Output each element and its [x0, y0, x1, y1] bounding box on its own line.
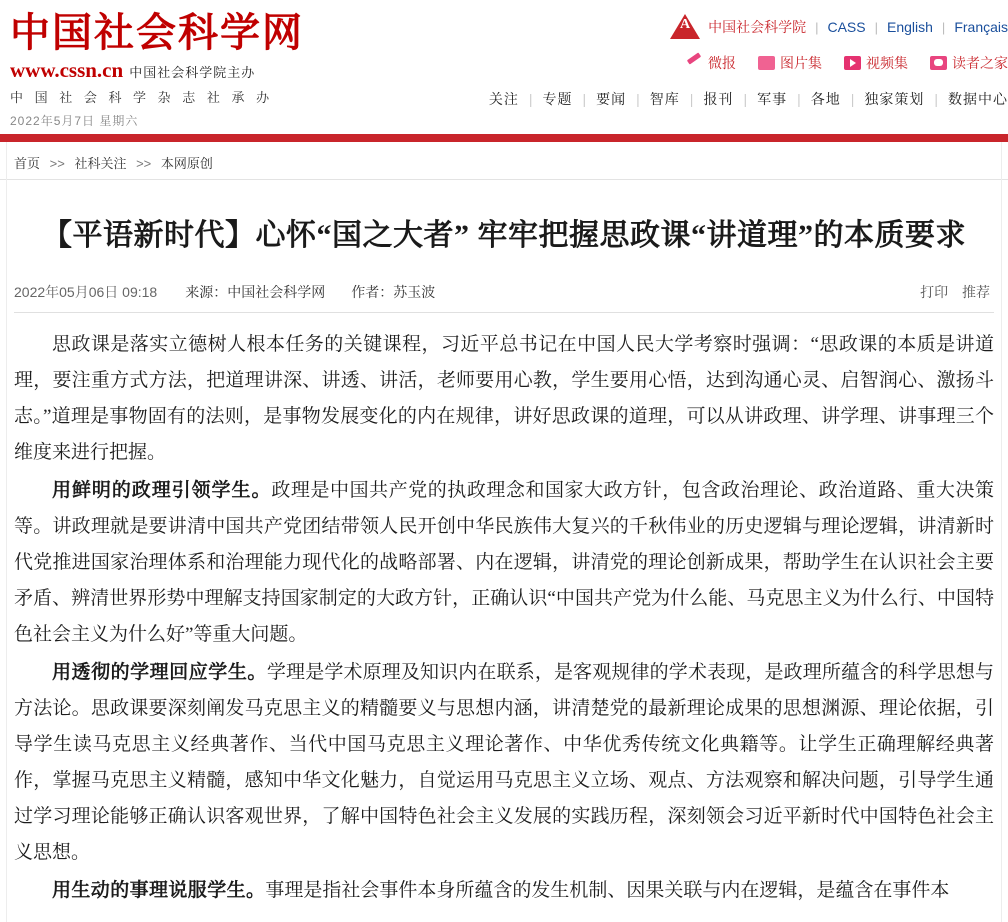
- brand-divider-bar: [0, 134, 1008, 142]
- breadcrumb-separator: >>: [136, 156, 152, 171]
- divider: |: [743, 91, 748, 107]
- breadcrumb: [0, 142, 1008, 172]
- link-image-gallery-label: 图片集: [780, 55, 822, 71]
- nav-item-zhiku[interactable]: 智库: [649, 91, 680, 107]
- paragraph-4-text: 事理是指社会事件本身所蕴含的发生机制、因果关联与内在逻辑，是蕴含在事件本: [265, 880, 950, 901]
- site-date: 2022年5月7日 星期六: [10, 114, 139, 128]
- article: [0, 214, 1008, 909]
- cass-logo-letter: A: [680, 17, 691, 32]
- paragraph-1-text: 思政课是落实立德树人根本任务的关键课程，习近平总书记在中国人民大学考察时强调：“思政课的本质是讲道理，要注重方式方法，把道理讲深、讲透、讲活，老师要用心教，学生要用心悟，达到沟通心灵、启智润心、激扬斗志。”道理是事物固有的法则，是事物发展变化的内在规律，讲好思政课的道理，可以从讲政理、讲学理、讲事理三个维度来进行把握。: [14, 334, 994, 463]
- article-author-label: 作者：: [351, 284, 394, 300]
- pen-icon: [686, 56, 703, 70]
- article-author-value: 苏玉波: [393, 284, 436, 300]
- main-nav: [448, 88, 1008, 110]
- paragraph-2-lead: 用鲜明的政理引领学生。: [52, 480, 272, 501]
- link-cass-cn[interactable]: 中国社会科学院: [708, 19, 807, 35]
- logo-title: 中国社会科学网: [10, 10, 304, 55]
- link-weibao-label: 微报: [708, 55, 736, 71]
- divider: |: [874, 19, 878, 35]
- cass-logo-icon: [670, 14, 700, 40]
- nav-item-yaowen[interactable]: 要闻: [596, 91, 627, 107]
- site-logo[interactable]: [10, 10, 430, 129]
- breadcrumb-item-home[interactable]: 首页: [14, 156, 41, 171]
- divider: |: [528, 91, 533, 107]
- link-video-gallery-label: 视频集: [866, 55, 908, 71]
- top-link-row: [448, 14, 1008, 40]
- link-english[interactable]: English: [887, 19, 933, 35]
- breadcrumb-item-benwangyuanchuang[interactable]: 本网原创: [160, 156, 213, 171]
- paragraph-2: [14, 473, 994, 653]
- article-meta: [14, 282, 994, 313]
- article-tools: [910, 282, 990, 302]
- nav-item-zhuanti[interactable]: 专题: [542, 91, 573, 107]
- nav-item-shujuzhongxin[interactable]: 数据中心: [948, 91, 1008, 107]
- article-body: [14, 327, 994, 909]
- article-source-label: 来源：: [185, 284, 228, 300]
- icon-link-row: [448, 52, 1008, 74]
- header-right: [448, 14, 1008, 110]
- logo-subtitle: 中 国 社 会 科 学 杂 志 社 承 办: [10, 90, 274, 105]
- article-source: [185, 282, 325, 302]
- link-image-gallery[interactable]: [758, 53, 822, 73]
- link-readers-home[interactable]: [930, 53, 1008, 73]
- image-icon: [758, 56, 775, 70]
- article-author: [351, 282, 435, 302]
- reader-icon: [930, 56, 947, 70]
- divider: |: [797, 91, 801, 107]
- logo-url: www.cssn.cn: [10, 58, 124, 82]
- divider: |: [850, 91, 855, 107]
- breadcrumb-bar: [0, 142, 1008, 180]
- paragraph-4: [14, 873, 994, 909]
- breadcrumb-item-shekeguanzhu[interactable]: 社科关注: [74, 156, 127, 171]
- link-weibao[interactable]: [686, 53, 736, 73]
- video-icon: [844, 56, 861, 70]
- paragraph-3-lead: 用透彻的学理回应学生。: [52, 662, 267, 683]
- print-button[interactable]: 打印: [920, 284, 949, 300]
- link-francais[interactable]: Français: [954, 19, 1008, 35]
- link-video-gallery[interactable]: [844, 53, 908, 73]
- paragraph-2-text: 政理是中国共产党的执政理念和国家大政方针，包含政治理论、政治道路、重大决策等。讲政理就是要讲清中国共产党团结带领人民开创中华民族伟大复兴的千秋伟业的历史逻辑与理论逻辑，讲清新时代党推进国家治理体系和治理能力现代化的战略部署、内在逻辑，讲清党的理论创新成果，帮助学生在认识社会主要矛盾、辨清世界形势中理解支持国家制定的大政方针，正确认识“中国共产党为什么能、马克思主义为什么行、中国特色社会主义为什么好”等重大问题。: [14, 480, 994, 645]
- nav-item-dujiacehua[interactable]: 独家策划: [864, 91, 925, 107]
- divider: |: [636, 91, 640, 107]
- article-source-value: 中国社会科学网: [227, 284, 326, 300]
- link-readers-home-label: 读者之家: [952, 55, 1008, 71]
- divider: |: [934, 91, 938, 107]
- article-date: 2022年05月06日 09:18: [14, 284, 158, 300]
- divider: |: [582, 91, 587, 107]
- link-cass[interactable]: CASS: [827, 19, 866, 35]
- divider: |: [941, 19, 946, 35]
- breadcrumb-separator: >>: [49, 156, 65, 171]
- nav-item-guanzhu[interactable]: 关注: [488, 91, 519, 107]
- logo-url-cn: 中国社会科学院主办: [129, 65, 256, 80]
- divider: |: [689, 91, 694, 107]
- nav-item-gedi[interactable]: 各地: [810, 91, 841, 107]
- divider: |: [815, 19, 819, 35]
- paragraph-1: [14, 327, 994, 471]
- page-title: 【平语新时代】心怀“国之大者” 牢牢把握思政课“讲道理”的本质要求: [42, 219, 966, 252]
- site-header: [0, 0, 1008, 134]
- nav-item-baokan[interactable]: 报刊: [703, 91, 734, 107]
- paragraph-3-text: 学理是学术原理及知识内在联系，是客观规律的学术表现，是政理所蕴含的科学思想与方法论。思政课要深刻阐发马克思主义的精髓要义与思想内涵，讲清楚党的最新理论成果的思想渊源、理论依据，引导学生读马克思主义经典著作、当代中国马克思主义理论著作、中华优秀传统文化典籍等。让学生正确理解经典著作，掌握马克思主义精髓，感知中华文化魅力，自觉运用马克思主义立场、观点、方法观察和解决问题，引导学生通过学习理论能够正确认识客观世界，了解中国特色社会主义发展的实践历程，深刻领会习近平新时代中国特色社会主义思想。: [14, 662, 994, 863]
- paragraph-4-lead: 用生动的事理说服学生。: [52, 880, 266, 901]
- recommend-button[interactable]: 推荐: [962, 284, 990, 300]
- paragraph-3: [14, 655, 994, 871]
- nav-item-junshi[interactable]: 军事: [757, 91, 788, 107]
